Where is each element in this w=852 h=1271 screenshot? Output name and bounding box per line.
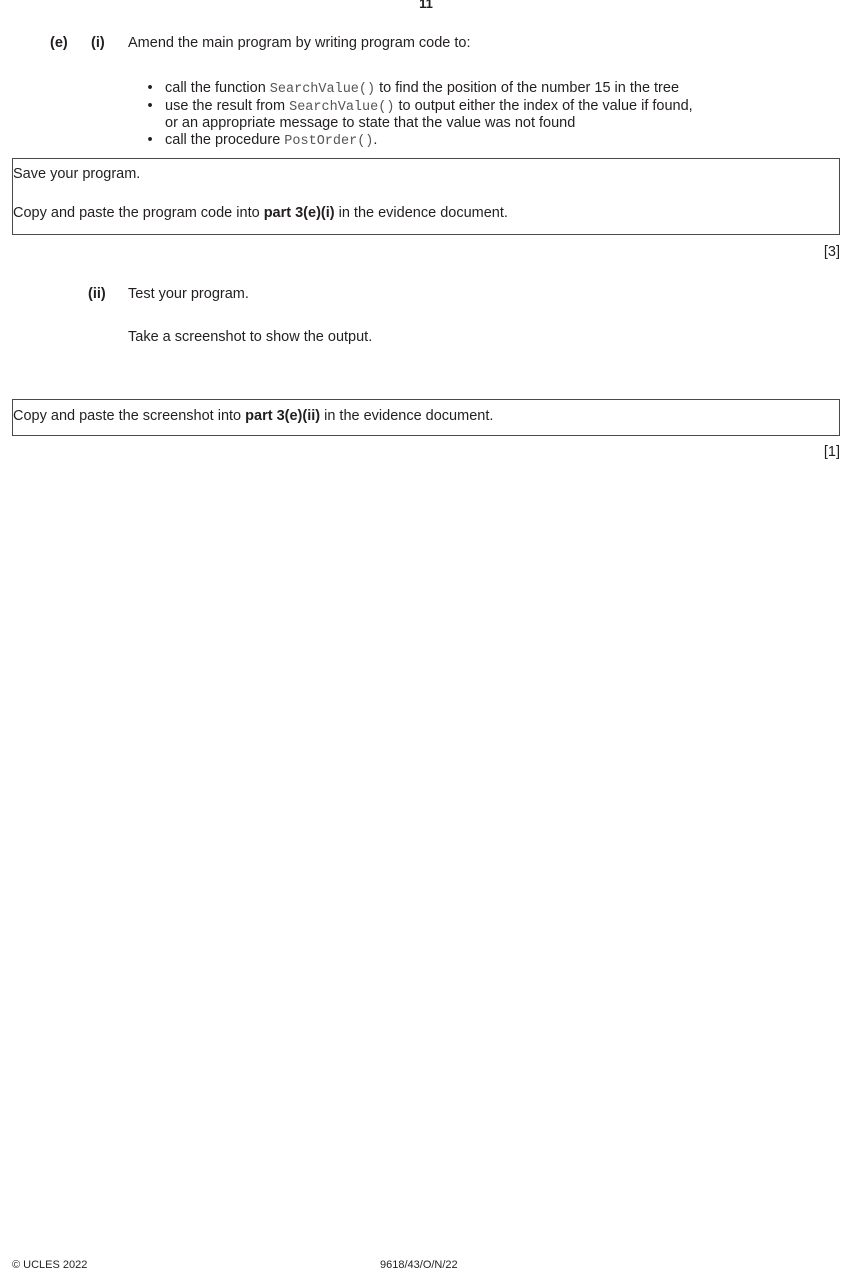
evidence-part-ref: part 3(e)(ii) [245, 408, 321, 424]
question-label-ii: (ii) [88, 286, 106, 302]
instruction-text: in the evidence document. [334, 205, 508, 221]
bullet-text: call the procedure [165, 132, 285, 148]
bullet-continuation: or an appropriate message to state that the value was not found [165, 115, 576, 131]
code-post-order: PostOrder() [284, 134, 374, 149]
instruction-save: Save your program. [13, 166, 141, 182]
instruction-text: Copy and paste the program code into [13, 205, 264, 221]
instruction-text: in the evidence document. [320, 408, 494, 424]
bullet-item-3 [165, 132, 377, 149]
instruction-copy-code [13, 205, 508, 221]
marks-i: [3] [823, 244, 840, 260]
code-search-value: SearchValue() [289, 100, 395, 115]
bullet-text: use the result from [165, 98, 290, 114]
footer-copyright: © UCLES 2022 [12, 1259, 88, 1271]
marks-ii: [1] [823, 444, 840, 460]
bullet-text: to output either the index of the value if found, [394, 98, 693, 114]
bullet-marker: • [147, 98, 153, 114]
question-label-e: (e) [50, 35, 68, 51]
bullet-marker: • [147, 80, 153, 96]
bullet-text: call the function [165, 80, 270, 96]
test-program-text: Test your program. [128, 286, 249, 302]
instruction-copy-screenshot [13, 408, 493, 424]
instruction-box-i [12, 158, 840, 235]
instruction-text: Copy and paste the screenshot into [13, 408, 246, 424]
instruction-box-ii [12, 399, 840, 436]
bullet-text: . [373, 132, 378, 148]
evidence-part-ref: part 3(e)(i) [263, 205, 335, 221]
footer-paper-code: 9618/43/O/N/22 [380, 1259, 458, 1271]
question-label-i: (i) [91, 35, 105, 51]
bullet-text: to find the position of the number 15 in the tree [375, 80, 680, 96]
code-search-value: SearchValue() [269, 82, 376, 97]
screenshot-text: Take a screenshot to show the output. [128, 329, 373, 345]
bullet-marker: • [147, 132, 153, 148]
question-intro: Amend the main program by writing program code to: [128, 35, 471, 51]
bullet-item-2 [165, 98, 693, 115]
bullet-item-1 [165, 80, 679, 97]
page-number: 11 [419, 0, 433, 11]
